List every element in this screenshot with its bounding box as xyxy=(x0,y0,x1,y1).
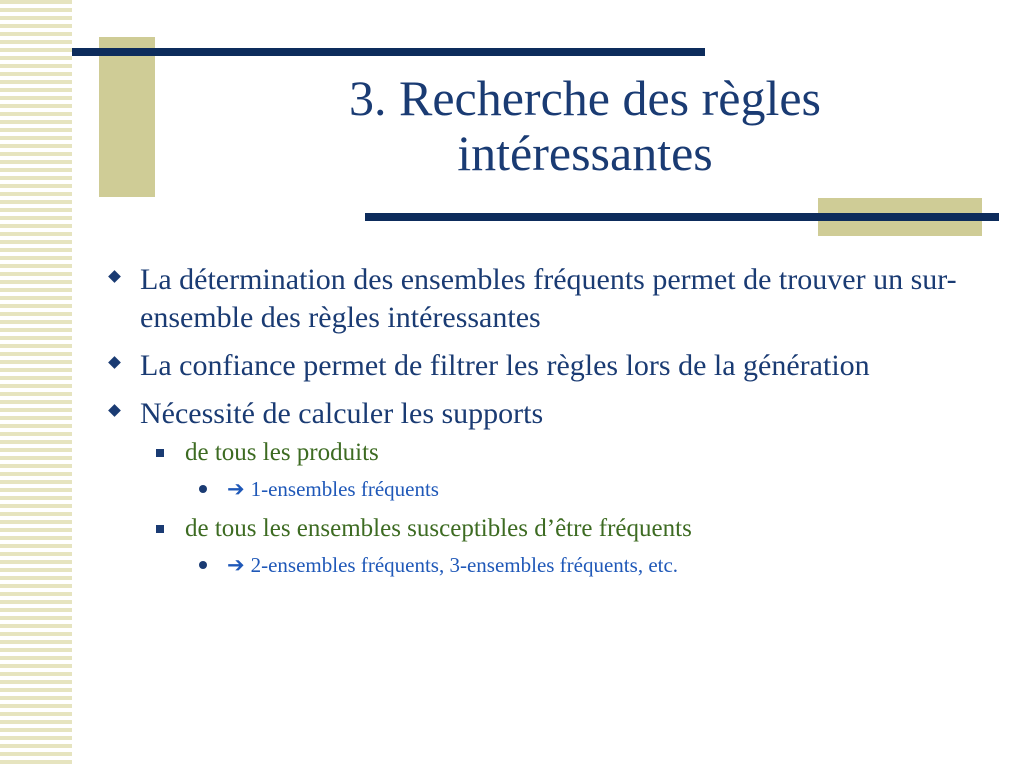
slide-bullet-list xyxy=(103,261,983,589)
slide-title-line1: 3. Recherche des règles xyxy=(349,70,821,126)
dot-bullet-icon xyxy=(199,561,207,569)
title-rule-bottom xyxy=(365,213,999,221)
diamond-bullet-icon xyxy=(108,270,121,283)
sub-bullet-item xyxy=(103,437,983,469)
bullet-text: La détermination des ensembles fréquents permet de trouver un sur-ensemble des règles intéressantes xyxy=(140,263,957,334)
sub-bullet-text: de tous les produits xyxy=(185,439,379,466)
title-rule-top xyxy=(72,48,705,56)
bullet-item xyxy=(103,347,983,385)
title-accent-square-left xyxy=(99,37,155,197)
diamond-bullet-icon xyxy=(108,356,121,369)
diamond-bullet-icon xyxy=(108,404,121,417)
slide-title-line2: intéressantes xyxy=(457,125,713,181)
sub-bullet-item xyxy=(103,513,983,545)
dot-bullet-icon xyxy=(199,485,207,493)
sub-sub-bullet-item xyxy=(103,475,983,503)
sub-sub-bullet-text: 2-ensembles fréquents, 3-ensembles fréquents, etc. xyxy=(250,553,679,577)
bullet-item xyxy=(103,395,983,433)
sub-sub-bullet-text: 1-ensembles fréquents xyxy=(250,477,439,501)
bullet-text: La confiance permet de filtrer les règles lors de la génération xyxy=(140,349,870,382)
square-bullet-icon xyxy=(156,449,164,457)
side-stripes-decoration xyxy=(0,0,72,768)
bullet-item xyxy=(103,261,983,337)
sub-bullet-text: de tous les ensembles susceptibles d’être fréquents xyxy=(185,515,692,542)
bullet-text: Nécessité de calculer les supports xyxy=(140,397,544,430)
right-arrow-icon: ➔ xyxy=(227,477,245,501)
square-bullet-icon xyxy=(156,525,164,533)
right-arrow-icon: ➔ xyxy=(227,553,245,577)
slide-title xyxy=(155,71,1015,181)
sub-sub-bullet-item xyxy=(103,551,983,579)
